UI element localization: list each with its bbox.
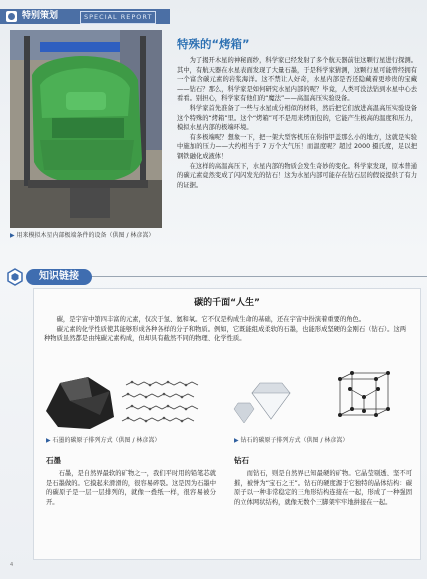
graphite-illustration — [40, 371, 220, 431]
caption-triangle-icon: ▶ — [234, 437, 241, 444]
graphite-caption-text: 石墨的碳原子排列方式（供图 / 林彦嵩） — [52, 437, 161, 444]
article-paragraph: 有多极端呢？想象一下，把一架大型客机压在你指甲盖那么小的地方，这就是实验中施加的压力——大约相当于 7 万个大气压！而温度呢？超过 2000 摄氏度，足以把钢铁融化成液体！ — [177, 133, 417, 160]
knowledge-intro — [44, 315, 410, 344]
caption-triangle-icon: ▶ — [10, 232, 17, 239]
article-title: 特殊的“烤箱” — [177, 37, 250, 51]
caption-triangle-icon: ▶ — [46, 437, 53, 444]
intro-paragraph: 碳元素的化学性质使其能够形成各种各样的分子和物质。例如，它既能组成柔软的石墨，也能形成坚硬的金刚石（钻石）。这两种物质虽然都是由纯碳元素构成，但却具有截然不同的物理、化学性质。 — [44, 325, 407, 343]
page-number: 4 — [10, 562, 14, 568]
diamond-paragraph: 而钻石，则是自然界已知最硬的矿物。它晶莹剔透、坚不可摧，被誉为“宝石之王”。钻石的硬度源于它独特的晶体结构：碳原子以一种非常稳定的三角形结构连接在一起，形成了一种强固的立体网状结构，就像无数个三脚架牢牢地拼接在一起。 — [234, 470, 412, 506]
intro-paragraph: 碳，是宇宙中第四丰富的元素，仅次于氢、氦和氧。它不仅是构成生命的基础，还在宇宙中扮演着重要的角色。 — [56, 316, 366, 323]
section-tag: SPECIAL REPORT — [80, 11, 156, 24]
graphite-paragraph: 石墨，是自然界最软的矿物之一，我们平时用的铅笔芯就是石墨做的。它摸起来滑滑的，很容易碎裂。这是因为石墨中的碳原子是一层一层排列的，就像一叠纸一样，很容易被分开。 — [46, 470, 217, 506]
diamond-caption-text: 钻石的碳原子排列方式（供图 / 林彦嵩） — [240, 437, 349, 444]
magazine-logo-icon — [6, 11, 17, 22]
article-paragraph: 科学家首先准备了一些与水星成分相似的材料，然后把它们放进高温高压实验设备这个特殊的“烤箱”里。这个“烤箱”可不是用来烤面包的，它能产生极高的温度和压力，模拟水星内部的极端环境。 — [177, 104, 417, 132]
knowledge-title: 碳的千面“人生” — [194, 298, 260, 308]
knowledge-link-band — [0, 266, 427, 286]
article-body — [177, 56, 417, 190]
diamond-caption — [234, 437, 414, 445]
press-machine-photo — [10, 30, 162, 228]
graphite-title: 石墨 — [46, 456, 61, 465]
article-paragraph: 在这样的高温高压下，水星内部的物质会发生奇妙的变化。科学家发现，原本普通的碳元素竟然变成了闪闪发光的钻石！这为水星内部可能存在钻石层的假说提供了有力的证据。 — [177, 162, 417, 189]
hexagon-icon — [6, 268, 24, 286]
section-name: 特别策划 — [22, 11, 59, 21]
knowledge-link-label: 知识链接 — [26, 269, 92, 285]
divider-line — [70, 276, 427, 277]
graphite-caption — [46, 437, 226, 445]
photo-caption-text: 用来模拟木星内部极端条件的设备（供图 / 林彦嵩） — [16, 232, 155, 239]
diamond-text-block — [234, 469, 412, 507]
photo-caption — [10, 232, 170, 240]
section-header — [0, 9, 170, 24]
knowledge-box — [33, 288, 421, 560]
graphite-text-block — [46, 469, 216, 507]
diamond-title: 钻石 — [234, 456, 249, 465]
article-paragraph: 为了揭开木星的神秘面纱，科学家已经发射了多个航天器前往这颗行星进行探测。其中，有航天器在水星表面发现了大量石墨，于是科学家猜测，这颗行星可能曾经拥有一个富含碳元素的岩浆海洋。这不禁让人好奇，水星内部是否还隐藏着更珍贵的宝藏——钻石？那么，科学家是如何研究水星内部的呢？毕竟，人类可没法钻到水星中心去看看。别担心，科学家有他们的“魔法”——高温高压实验设备。 — [177, 57, 417, 103]
diamond-illustration — [230, 369, 410, 433]
